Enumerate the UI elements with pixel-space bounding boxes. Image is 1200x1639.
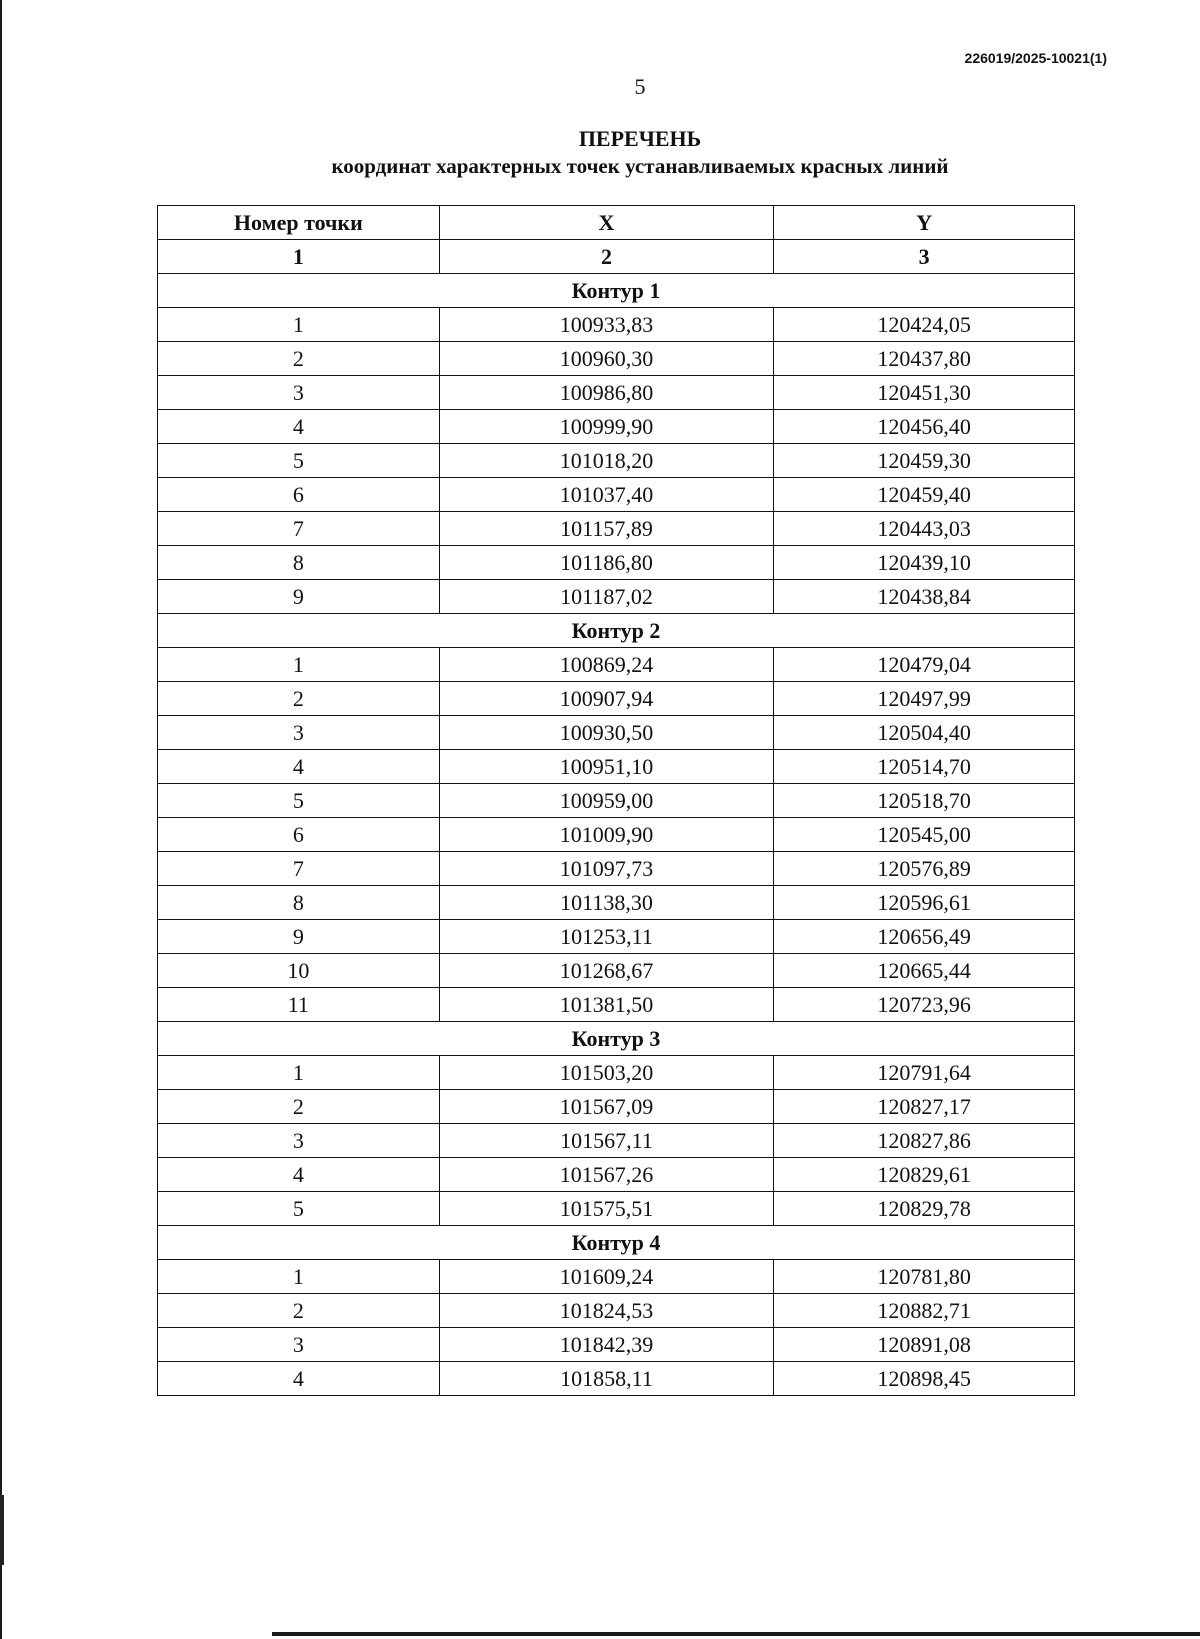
point-number-cell: 2 xyxy=(158,1090,440,1124)
x-coordinate-cell: 101567,26 xyxy=(439,1158,774,1192)
y-coordinate-cell: 120829,78 xyxy=(774,1192,1075,1226)
point-number-cell: 4 xyxy=(158,1362,440,1396)
table-row xyxy=(158,546,1075,580)
x-coordinate-cell: 101138,30 xyxy=(439,886,774,920)
y-coordinate-cell: 120898,45 xyxy=(774,1362,1075,1396)
contour-header-row xyxy=(158,614,1075,648)
x-coordinate-cell: 100986,80 xyxy=(439,376,774,410)
registration-number: 226019/2025-10021(1) xyxy=(964,50,1107,66)
x-coordinate-cell: 101842,39 xyxy=(439,1328,774,1362)
x-coordinate-cell: 101097,73 xyxy=(439,852,774,886)
point-number-cell: 3 xyxy=(158,1124,440,1158)
y-coordinate-cell: 120443,03 xyxy=(774,512,1075,546)
table-row xyxy=(158,444,1075,478)
document-subtitle: координат характерных точек устанавливаемых красных линий xyxy=(331,154,949,178)
table-row xyxy=(158,1362,1075,1396)
y-coordinate-cell: 120439,10 xyxy=(774,546,1075,580)
point-number-cell: 2 xyxy=(158,1294,440,1328)
header-row xyxy=(158,206,1075,240)
y-coordinate-cell: 120424,05 xyxy=(774,308,1075,342)
point-number-cell: 4 xyxy=(158,1158,440,1192)
table-row xyxy=(158,750,1075,784)
x-coordinate-cell: 100951,10 xyxy=(439,750,774,784)
table-row xyxy=(158,1294,1075,1328)
y-coordinate-cell: 120891,08 xyxy=(774,1328,1075,1362)
y-coordinate-cell: 120456,40 xyxy=(774,410,1075,444)
y-coordinate-cell: 120451,30 xyxy=(774,376,1075,410)
x-coordinate-cell: 100869,24 xyxy=(439,648,774,682)
table-row xyxy=(158,376,1075,410)
y-coordinate-cell: 120596,61 xyxy=(774,886,1075,920)
x-coordinate-cell: 100960,30 xyxy=(439,342,774,376)
document-title: ПЕРЕЧЕНЬ xyxy=(578,126,702,151)
point-number-cell: 3 xyxy=(158,1328,440,1362)
point-number-cell: 7 xyxy=(158,512,440,546)
point-number-cell: 7 xyxy=(158,852,440,886)
contour-label: Контур 3 xyxy=(158,1022,1075,1056)
y-coordinate-cell: 120723,96 xyxy=(774,988,1075,1022)
x-coordinate-cell: 101253,11 xyxy=(439,920,774,954)
scan-edge-bottom xyxy=(272,1632,1200,1636)
table-row xyxy=(158,410,1075,444)
point-number-cell: 8 xyxy=(158,546,440,580)
table-row xyxy=(158,1158,1075,1192)
table-row xyxy=(158,478,1075,512)
y-coordinate-cell: 120656,49 xyxy=(774,920,1075,954)
y-coordinate-cell: 120518,70 xyxy=(774,784,1075,818)
y-coordinate-cell: 120438,84 xyxy=(774,580,1075,614)
table-row xyxy=(158,308,1075,342)
contour-label: Контур 1 xyxy=(158,274,1075,308)
x-coordinate-cell: 101009,90 xyxy=(439,818,774,852)
x-coordinate-cell: 100933,83 xyxy=(439,308,774,342)
column-number-row xyxy=(158,240,1075,274)
x-coordinate-cell: 101381,50 xyxy=(439,988,774,1022)
header-y: Y xyxy=(774,206,1075,240)
table-row xyxy=(158,1056,1075,1090)
point-number-cell: 4 xyxy=(158,750,440,784)
point-number-cell: 5 xyxy=(158,444,440,478)
x-coordinate-cell: 101567,11 xyxy=(439,1124,774,1158)
y-coordinate-cell: 120459,30 xyxy=(774,444,1075,478)
point-number-cell: 8 xyxy=(158,886,440,920)
table-row xyxy=(158,954,1075,988)
y-coordinate-cell: 120504,40 xyxy=(774,716,1075,750)
table-row xyxy=(158,1124,1075,1158)
contour-header-row xyxy=(158,274,1075,308)
y-coordinate-cell: 120479,04 xyxy=(774,648,1075,682)
point-number-cell: 2 xyxy=(158,682,440,716)
table-row xyxy=(158,512,1075,546)
x-coordinate-cell: 101187,02 xyxy=(439,580,774,614)
point-number-cell: 5 xyxy=(158,784,440,818)
point-number-cell: 9 xyxy=(158,920,440,954)
table-body xyxy=(158,274,1075,1396)
x-coordinate-cell: 101037,40 xyxy=(439,478,774,512)
y-coordinate-cell: 120827,86 xyxy=(774,1124,1075,1158)
x-coordinate-cell: 101575,51 xyxy=(439,1192,774,1226)
y-coordinate-cell: 120437,80 xyxy=(774,342,1075,376)
x-coordinate-cell: 101503,20 xyxy=(439,1056,774,1090)
y-coordinate-cell: 120829,61 xyxy=(774,1158,1075,1192)
x-coordinate-cell: 101824,53 xyxy=(439,1294,774,1328)
contour-header-row xyxy=(158,1226,1075,1260)
table-row xyxy=(158,648,1075,682)
table-row xyxy=(158,784,1075,818)
table-row xyxy=(158,818,1075,852)
y-coordinate-cell: 120882,71 xyxy=(774,1294,1075,1328)
header-x: X xyxy=(439,206,774,240)
table-row xyxy=(158,682,1075,716)
contour-header-row xyxy=(158,1022,1075,1056)
x-coordinate-cell: 101268,67 xyxy=(439,954,774,988)
column-number-1: 1 xyxy=(158,240,440,274)
y-coordinate-cell: 120545,00 xyxy=(774,818,1075,852)
x-coordinate-cell: 100907,94 xyxy=(439,682,774,716)
y-coordinate-cell: 120497,99 xyxy=(774,682,1075,716)
x-coordinate-cell: 101157,89 xyxy=(439,512,774,546)
point-number-cell: 6 xyxy=(158,818,440,852)
contour-label: Контур 2 xyxy=(158,614,1075,648)
y-coordinate-cell: 120827,17 xyxy=(774,1090,1075,1124)
point-number-cell: 1 xyxy=(158,308,440,342)
point-number-cell: 3 xyxy=(158,716,440,750)
table-row xyxy=(158,1260,1075,1294)
table-row xyxy=(158,580,1075,614)
column-number-3: 3 xyxy=(774,240,1075,274)
point-number-cell: 1 xyxy=(158,648,440,682)
column-number-2: 2 xyxy=(439,240,774,274)
point-number-cell: 9 xyxy=(158,580,440,614)
header-point-number: Номер точки xyxy=(158,206,440,240)
scan-mark-left xyxy=(0,1495,4,1565)
point-number-cell: 5 xyxy=(158,1192,440,1226)
x-coordinate-cell: 101186,80 xyxy=(439,546,774,580)
point-number-cell: 1 xyxy=(158,1260,440,1294)
contour-label: Контур 4 xyxy=(158,1226,1075,1260)
point-number-cell: 4 xyxy=(158,410,440,444)
table-row xyxy=(158,1090,1075,1124)
table-row xyxy=(158,920,1075,954)
x-coordinate-cell: 101567,09 xyxy=(439,1090,774,1124)
x-coordinate-cell: 100930,50 xyxy=(439,716,774,750)
table-row xyxy=(158,716,1075,750)
table-row xyxy=(158,852,1075,886)
y-coordinate-cell: 120791,64 xyxy=(774,1056,1075,1090)
y-coordinate-cell: 120576,89 xyxy=(774,852,1075,886)
x-coordinate-cell: 101609,24 xyxy=(439,1260,774,1294)
table-row xyxy=(158,1328,1075,1362)
x-coordinate-cell: 101858,11 xyxy=(439,1362,774,1396)
y-coordinate-cell: 120665,44 xyxy=(774,954,1075,988)
table-row xyxy=(158,1192,1075,1226)
x-coordinate-cell: 100959,00 xyxy=(439,784,774,818)
y-coordinate-cell: 120459,40 xyxy=(774,478,1075,512)
table-row xyxy=(158,886,1075,920)
scan-edge-left xyxy=(0,0,2,1639)
point-number-cell: 2 xyxy=(158,342,440,376)
point-number-cell: 11 xyxy=(158,988,440,1022)
point-number-cell: 3 xyxy=(158,376,440,410)
y-coordinate-cell: 120514,70 xyxy=(774,750,1075,784)
table-row xyxy=(158,988,1075,1022)
point-number-cell: 1 xyxy=(158,1056,440,1090)
point-number-cell: 6 xyxy=(158,478,440,512)
table-row xyxy=(158,342,1075,376)
y-coordinate-cell: 120781,80 xyxy=(774,1260,1075,1294)
x-coordinate-cell: 100999,90 xyxy=(439,410,774,444)
page-number: 5 xyxy=(634,74,646,99)
coordinates-table xyxy=(157,205,1075,1396)
point-number-cell: 10 xyxy=(158,954,440,988)
x-coordinate-cell: 101018,20 xyxy=(439,444,774,478)
